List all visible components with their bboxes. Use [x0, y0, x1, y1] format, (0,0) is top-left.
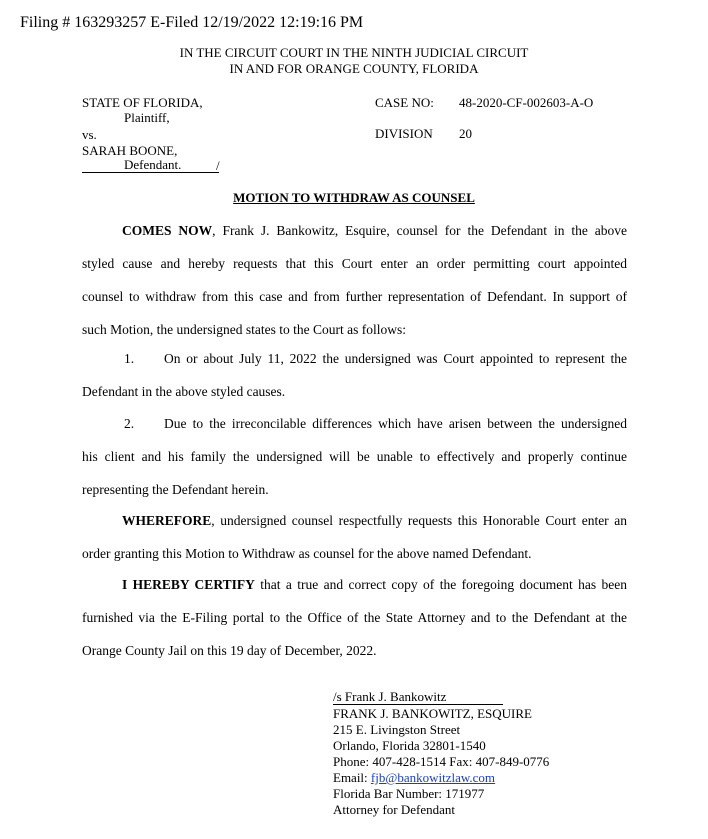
division-value: 20: [459, 126, 472, 141]
signature-line: [333, 690, 503, 705]
plaintiff-name: STATE OF FLORIDA,: [82, 95, 203, 110]
attorney-name: FRANK J. BANKOWITZ, ESQUIRE: [333, 706, 532, 721]
attorney-street: 215 E. Livingston Street: [333, 722, 461, 737]
item2-line1: Due to the irreconcilable differences which have arisen between the undersigned: [164, 416, 627, 431]
division-label: DIVISION: [375, 126, 433, 141]
item2-line2: his client and his family the undersigned will be unable to effectively and properly continue: [82, 449, 627, 464]
comes-now-lead: COMES NOW: [122, 223, 213, 238]
certify-line1: I HEREBY CERTIFY that a true and correct copy of the foregoing document has been: [122, 577, 627, 592]
email-label: Email:: [333, 770, 371, 785]
attorney-phone-fax: Phone: 407-428-1514 Fax: 407-849-0776: [333, 754, 550, 769]
item2-line3: representing the Defendant herein.: [82, 482, 269, 497]
p1-line4: such Motion, the undersigned states to the Court as follows:: [82, 322, 406, 337]
item1-line1: On or about July 11, 2022 the undersigned was Court appointed to represent the: [164, 351, 627, 366]
wherefore-line1: WHEREFORE, undersigned counsel respectfully requests this Honorable Court enter an: [122, 513, 627, 528]
court-heading-line1: IN THE CIRCUIT COURT IN THE NINTH JUDICIAL CIRCUIT: [179, 45, 529, 60]
document-title: MOTION TO WITHDRAW AS COUNSEL: [233, 190, 475, 205]
email-link[interactable]: fjb@bankowitzlaw.com: [370, 770, 496, 785]
attorney-city: Orlando, Florida 32801-1540: [333, 738, 486, 753]
defendant-role-line: [82, 158, 219, 173]
item2-number: 2.: [124, 416, 135, 431]
certify-line2: furnished via the E-Filing portal to the Office of the State Attorney and to the Defendant at the: [82, 610, 627, 625]
court-heading-line2: IN AND FOR ORANGE COUNTY, FLORIDA: [229, 61, 479, 76]
defendant-role: Defendant.: [124, 157, 182, 172]
p1-line2: styled cause and hereby requests that this Court enter an order permitting court appointed: [82, 256, 627, 271]
item1-number: 1.: [124, 351, 135, 366]
electronic-signature: /s Frank J. Bankowitz: [333, 689, 447, 704]
versus-label: vs.: [82, 127, 97, 142]
wherefore-line2: order granting this Motion to Withdraw as counsel for the above named Defendant.: [82, 546, 532, 561]
plaintiff-role: Plaintiff,: [124, 110, 170, 125]
defendant-name: SARAH BOONE,: [82, 143, 178, 158]
certify-line3: Orange County Jail on this 19 day of December, 2022.: [82, 643, 377, 658]
attorney-email-row: [333, 770, 495, 786]
certify-lead: I HEREBY CERTIFY: [122, 577, 255, 592]
caption-slash: /: [216, 158, 220, 173]
case-no-value: 48-2020-CF-002603-A-O: [459, 95, 594, 110]
attorney-role: Attorney for Defendant: [333, 802, 456, 817]
p1-line1: COMES NOW, Frank J. Bankowitz, Esquire, counsel for the Defendant in the above: [122, 223, 627, 238]
wherefore-lead: WHEREFORE: [122, 513, 212, 528]
attorney-bar-number: Florida Bar Number: 171977: [333, 786, 485, 801]
p1-line3: counsel to withdraw from this case and from further representation of Defendant. In support of: [82, 289, 627, 304]
filing-stamp: Filing # 163293257 E-Filed 12/19/2022 12:19:16 PM: [20, 14, 364, 31]
item1-line2: Defendant in the above styled causes.: [82, 384, 286, 399]
case-no-label: CASE NO:: [375, 95, 434, 110]
